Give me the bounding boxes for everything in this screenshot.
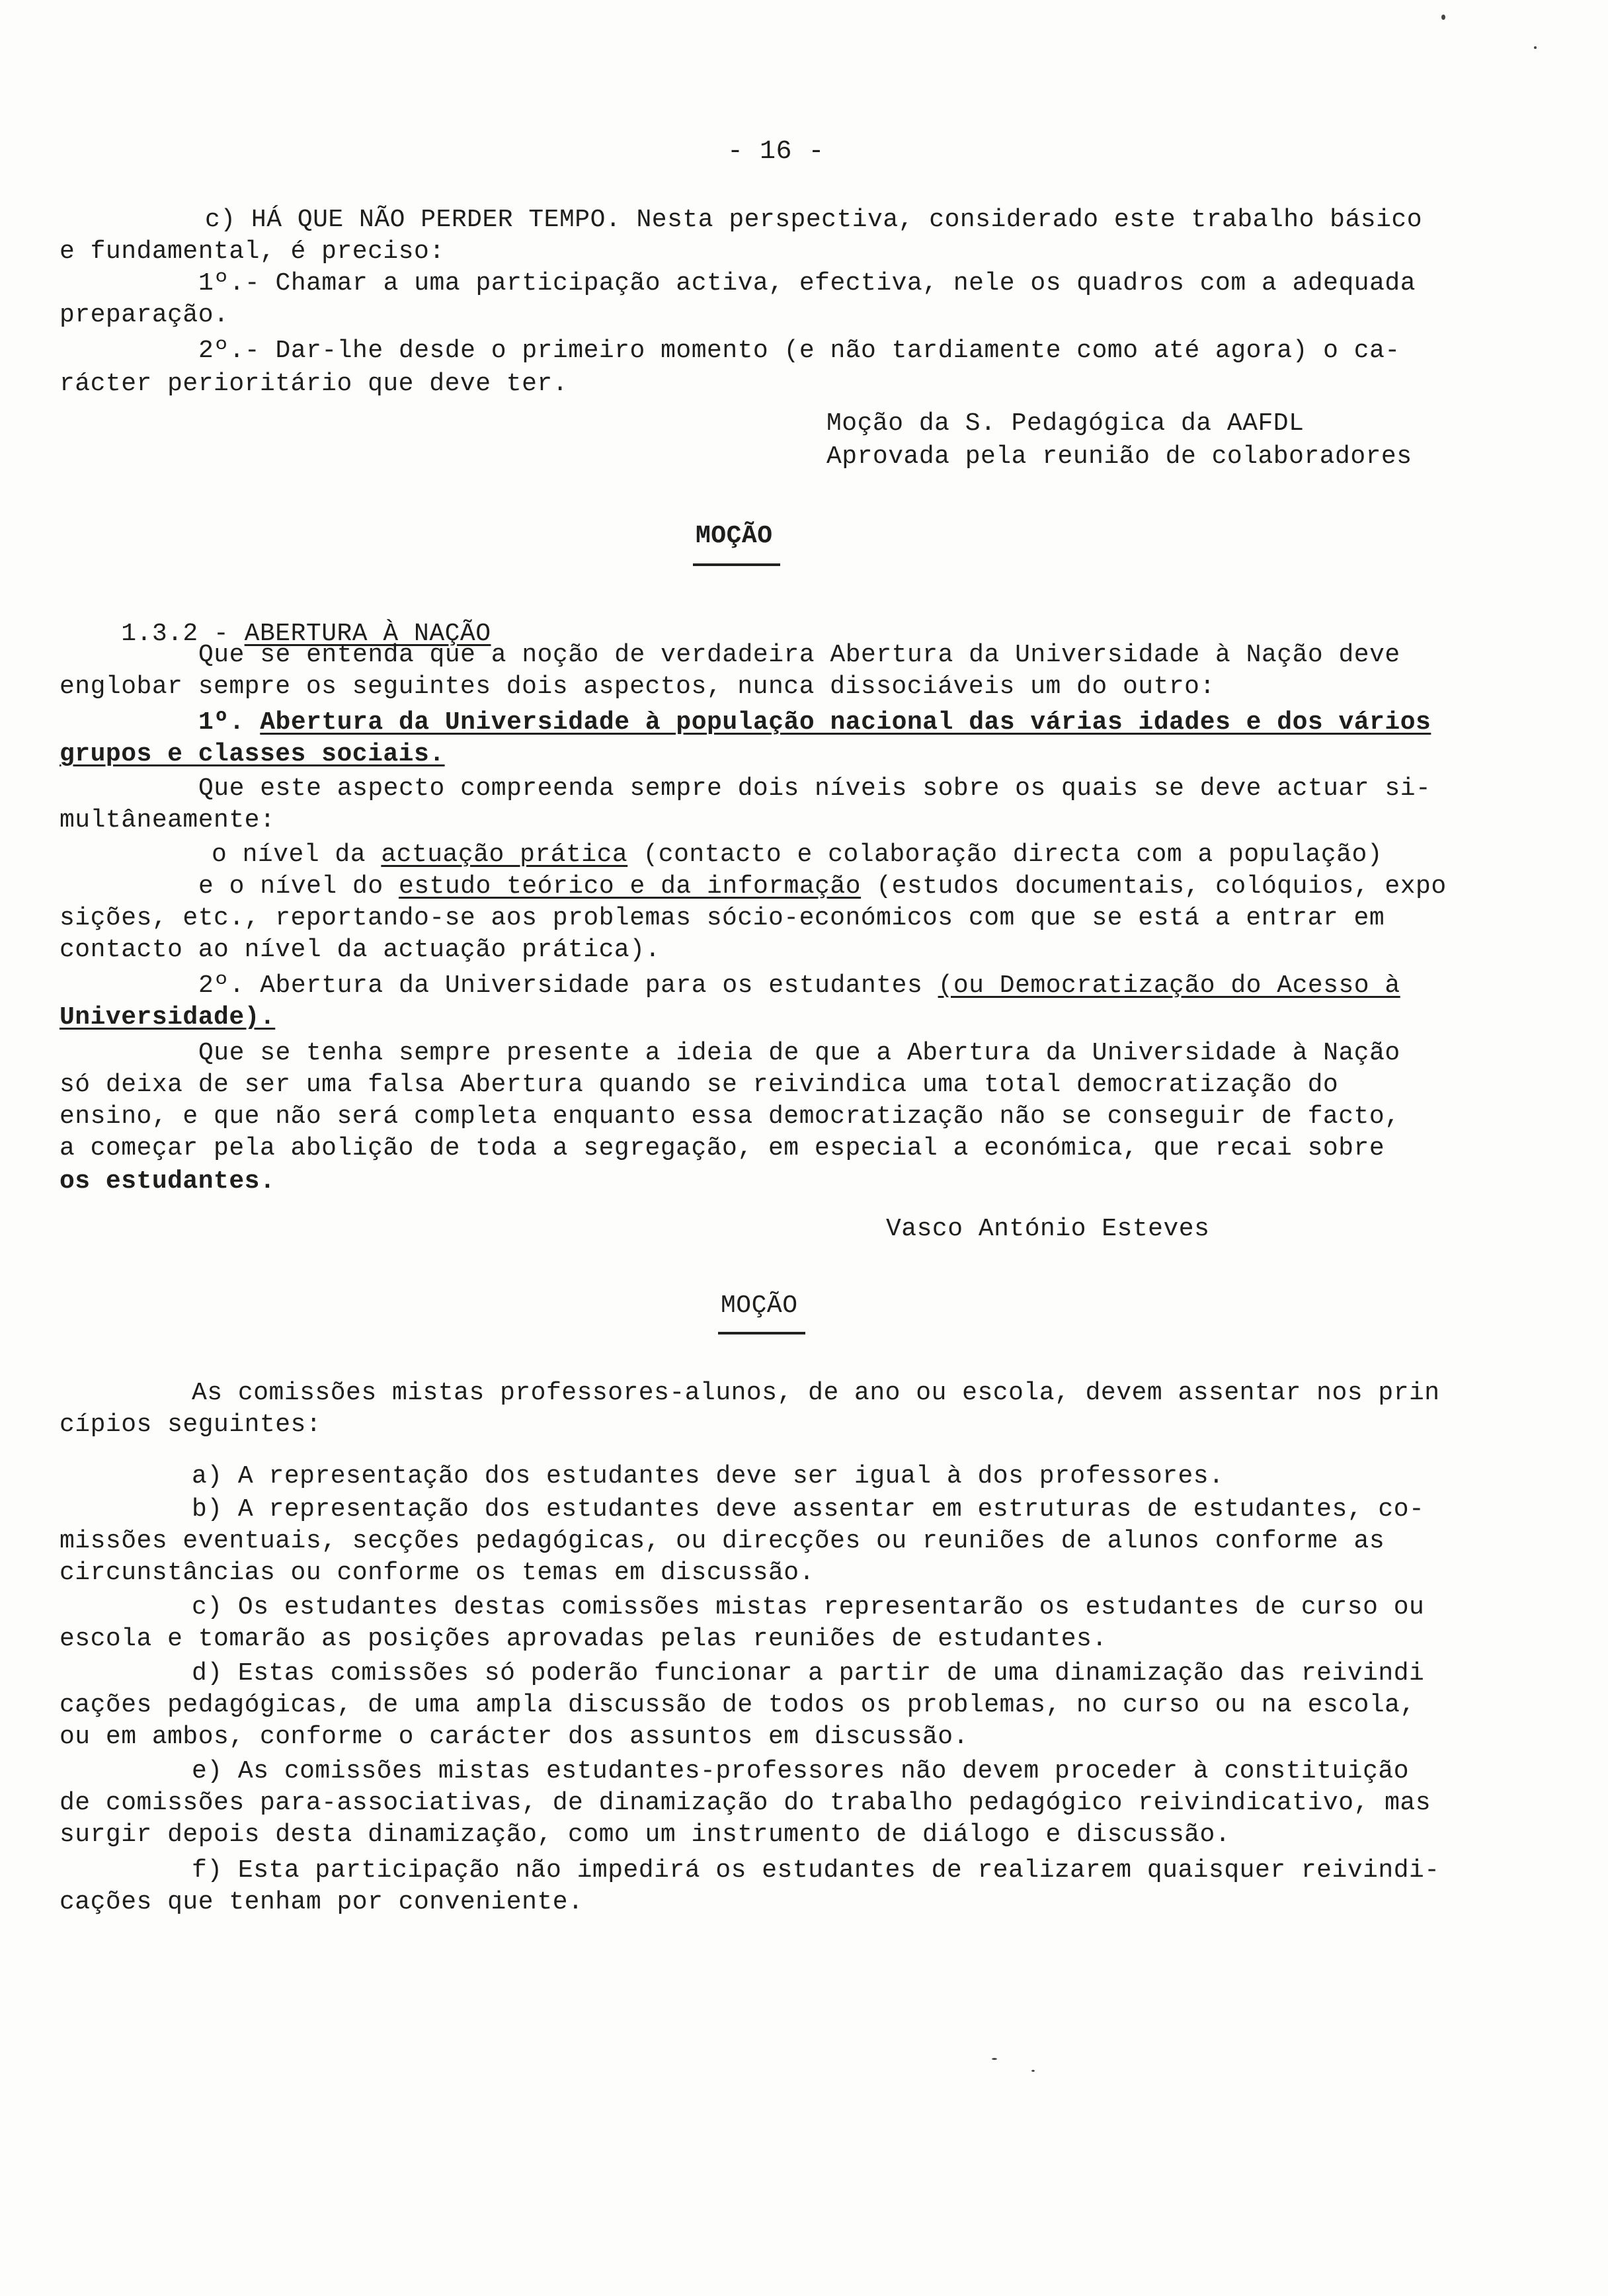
mocao-2-item-e-1: e) As comissões mistas estudantes-professores não devem proceder à constituição xyxy=(192,1757,1409,1785)
mocao-1-item1-underlined-2: grupos e classes sociais. xyxy=(60,740,445,768)
mocao-2-item-f-2: cações que tenham por conveniente. xyxy=(60,1888,584,1916)
mocao-1-signature: Vasco António Esteves xyxy=(886,1215,1210,1243)
section-c-item2-line-1: 2º.- Dar-lhe desde o primeiro momento (e não tardiamente como até agora) o ca- xyxy=(198,337,1400,365)
mocao-1-p3-line-3: ensino, e que não será completa enquanto essa democratização não se conseguir de facto, xyxy=(60,1102,1400,1131)
mocao-2-item-c-2: escola e tomarão as posições aprovadas pelas reuniões de estudantes. xyxy=(60,1625,1107,1653)
section-heading-number: 1.3.2 - xyxy=(121,620,229,648)
mocao-2-item-d-1: d) Estas comissões só poderão funcionar a partir de uma dinamização das reivindi xyxy=(192,1659,1425,1688)
mocao-1-p3-line-2: só deixa de ser uma falsa Abertura quando se reivindica uma total democratização do xyxy=(60,1071,1339,1099)
mocao-1-item2-underlined-1: (ou Democratização do Acesso à xyxy=(938,971,1400,1000)
section-c-line-2: e fundamental, é preciso: xyxy=(60,237,445,266)
mocao-2-intro-line-1: As comissões mistas professores-alunos, de ano ou escola, devem assentar nos prin xyxy=(192,1379,1440,1407)
mocao-1-p1-line-1: Que se entenda que a noção de verdadeira Abertura da Universidade à Nação deve xyxy=(198,641,1400,669)
scan-speck xyxy=(1441,15,1445,20)
mocao-1-level2-b: (estudos documentais, colóquios, expo xyxy=(861,872,1447,901)
mocao-2-item-b-1: b) A representação dos estudantes deve assentar em estruturas de estudantes, co- xyxy=(192,1495,1425,1524)
mocao-1-level2-a: e o nível do xyxy=(198,872,399,901)
mocao-2-title: MOÇÃO xyxy=(721,1292,798,1320)
mocao-2-item-d-2: cações pedagógicas, de uma ampla discussão de todos os problemas, no curso ou na escola, xyxy=(60,1691,1416,1719)
mocao-1-level2-underlined: estudo teórico e da informação xyxy=(398,872,862,901)
mocao-1-title-rule xyxy=(693,563,780,566)
mocao-2-item-a: a) A representação dos estudantes deve ser igual à dos professores. xyxy=(192,1462,1225,1491)
mocao-1-level1-underlined: actuação prática xyxy=(381,840,628,869)
mocao-2-item-e-2: de comissões para-associativas, de dinamização do trabalho pedagógico reivindicativo, mas xyxy=(60,1789,1431,1817)
mocao-1-level2 xyxy=(198,870,1447,903)
section-c-signature-line-2: Aprovada pela reunião de colaboradores xyxy=(826,442,1412,471)
mocao-2-item-b-3: circunstâncias ou conforme os temas em discussão. xyxy=(60,1559,815,1587)
mocao-1-item2-a: 2º. Abertura da Universidade para os estudantes xyxy=(198,971,938,1000)
mocao-1-item1-prefix: 1º. xyxy=(198,708,245,737)
mocao-1-level2-cont-1: sições, etc., reportando-se aos problemas sócio-económicos com que se está a entrar em xyxy=(60,904,1385,932)
mocao-2-item-b-2: missões eventuais, secções pedagógicas, ou direcções ou reuniões de alunos conforme as xyxy=(60,1527,1385,1555)
mocao-1-p3-line-1: Que se tenha sempre presente a ideia de que a Abertura da Universidade à Nação xyxy=(198,1039,1400,1067)
mocao-2-item-e-3: surgir depois desta dinamização, como um instrumento de diálogo e discussão. xyxy=(60,1821,1231,1849)
mocao-1-item1-underlined-1: Abertura da Universidade à população nacional das várias idades e dos vários xyxy=(260,708,1431,737)
mocao-1-level1-a: o nível da xyxy=(212,840,382,869)
mocao-1-title: MOÇÃO xyxy=(696,522,773,550)
mocao-1-p3-line-4: a começar pela abolição de toda a segregação, em especial a económica, que recai sobre xyxy=(60,1134,1385,1163)
page-number: - 16 - xyxy=(727,137,825,167)
mocao-2-intro-line-2: cípios seguintes: xyxy=(60,1411,322,1439)
mocao-1-item1-line-2 xyxy=(60,738,445,771)
mocao-1-item1-line-1 xyxy=(198,706,1431,739)
mocao-1-p2-line-1: Que este aspecto compreenda sempre dois níveis sobre os quais se deve actuar si- xyxy=(198,774,1431,803)
section-c-signature-line-1: Moção da S. Pedagógica da AAFDL xyxy=(826,409,1305,438)
mocao-1-item2-underlined-2: Universidade). xyxy=(60,1003,276,1032)
section-c-item2-line-2: rácter perioritário que deve ter. xyxy=(60,370,569,398)
mocao-2-item-c-1: c) Os estudantes destas comissões mistas representarão os estudantes de curso ou xyxy=(192,1593,1425,1621)
mocao-2-item-f-1: f) Esta participação não impedirá os estudantes de realizarem quaisquer reivindi- xyxy=(192,1856,1440,1885)
mocao-1-level1 xyxy=(212,839,1383,872)
mocao-2-item-d-3: ou em ambos, conforme o carácter dos assuntos em discussão. xyxy=(60,1723,969,1751)
section-c-item1-line-1: 1º.- Chamar a uma participação activa, efectiva, nele os quadros com a adequada xyxy=(198,269,1416,298)
section-heading-text: ABERTURA À NAÇÃO xyxy=(244,620,491,648)
mocao-1-level2-cont-2: contacto ao nível da actuação prática). xyxy=(60,936,661,964)
scan-speck xyxy=(992,2058,997,2060)
scan-speck xyxy=(1534,46,1537,49)
mocao-1-item2-line-2 xyxy=(60,1001,275,1034)
mocao-1-p3-line-5: os estudantes. xyxy=(60,1167,276,1196)
section-c-item1-line-2: preparação. xyxy=(60,301,229,329)
mocao-1-p1-line-2: englobar sempre os seguintes dois aspectos, nunca dissociáveis um do outro: xyxy=(60,673,1215,701)
mocao-1-item2-line-1 xyxy=(198,969,1400,1003)
mocao-1-p2-line-2: multâneamente: xyxy=(60,806,276,835)
scan-speck xyxy=(1031,2070,1035,2072)
mocao-2-title-rule xyxy=(718,1332,805,1334)
mocao-1-level1-b: (contacto e colaboração directa com a população) xyxy=(627,840,1383,869)
section-c-line-1: c) HÁ QUE NÃO PERDER TEMPO. Nesta perspectiva, considerado este trabalho básico xyxy=(205,206,1422,234)
